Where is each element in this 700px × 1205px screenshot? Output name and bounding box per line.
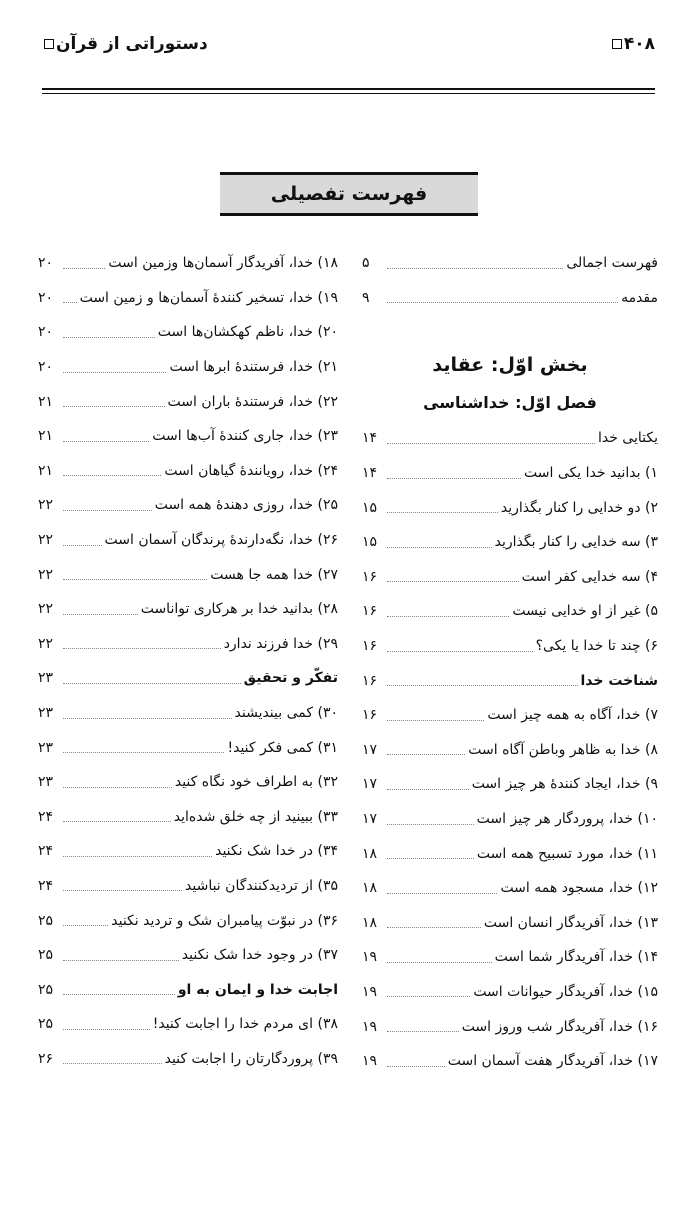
toc-entry <box>38 765 338 800</box>
entry-page: ۲۲ <box>38 566 54 583</box>
entry-page: ۱۷ <box>362 776 378 793</box>
dot-leader <box>63 441 149 442</box>
header-rule-thin <box>42 93 655 94</box>
entry-page: ۲۳ <box>38 774 54 791</box>
entry-page: ۲۲ <box>38 635 54 652</box>
toc-entry <box>362 733 658 768</box>
toc-entry <box>38 1007 338 1042</box>
page-number: ۴۰۸ <box>610 34 655 54</box>
part-heading: بخش اوّل: عقاید <box>432 354 588 377</box>
toc-entry <box>362 767 658 802</box>
entry-title: ۲۳) خدا، جاری کنندهٔ آب‌ها است <box>152 428 338 445</box>
entry-title: ۱۶) خدا، آفریدگار شب وروز است <box>461 1018 658 1035</box>
toc-entry <box>38 696 338 731</box>
toc-entry <box>362 456 658 491</box>
toc-right-column <box>362 246 658 1078</box>
dot-leader <box>63 683 241 684</box>
toc-entry <box>362 802 658 837</box>
toc-entry <box>362 560 658 595</box>
entry-page: ۱۸ <box>362 914 378 931</box>
entry-title: فهرست اجمالی <box>566 255 658 272</box>
entry-title: ۲۱) خدا، فرستندهٔ ابرها است <box>169 359 338 376</box>
entry-page: ۲۵ <box>38 947 54 964</box>
dot-leader <box>63 994 175 995</box>
dot-leader <box>63 302 77 303</box>
entry-title: مقدمه <box>621 289 658 306</box>
toc-entry <box>362 629 658 664</box>
entry-page: ۲۱ <box>38 428 54 445</box>
dot-leader <box>387 616 509 617</box>
entry-title: ۳۵) از تردیدکنندگان نباشید <box>185 877 338 894</box>
entry-page: ۱۸ <box>362 845 378 862</box>
square-ornament-icon <box>612 39 622 49</box>
entry-title: ۳۹) پروردگارتان را اجابت کنید <box>164 1050 338 1067</box>
dot-leader <box>63 337 155 338</box>
toc-entry <box>362 975 658 1010</box>
entry-title: ۸) خدا به ظاهر وباطن آگاه است <box>468 741 658 758</box>
entry-page: ۲۳ <box>38 705 54 722</box>
toc-entry <box>38 350 338 385</box>
toc-entry <box>38 557 338 592</box>
entry-page: ۲۱ <box>38 393 54 410</box>
entry-page: ۲۲ <box>38 532 54 549</box>
entry-title: ۱۵) خدا، آفریدگار حیوانات است <box>473 983 658 1000</box>
entry-title: شناخت خدا <box>580 672 658 689</box>
entry-page: ۲۰ <box>38 255 54 272</box>
toc-entry <box>38 627 338 662</box>
entry-page: ۱۹ <box>362 983 378 1000</box>
dot-leader <box>387 268 563 269</box>
dot-leader <box>63 579 207 580</box>
entry-page: ۱۵ <box>362 499 378 516</box>
entry-title: ۳۷) در وجود خدا شک نکنید <box>181 947 338 964</box>
entry-page: ۱۹ <box>362 1053 378 1070</box>
toc-entry <box>362 940 658 975</box>
toc-entry <box>38 246 338 281</box>
dot-leader <box>63 821 171 822</box>
entry-title: ۲۴) خدا، رویانندهٔ گیاهان است <box>164 462 338 479</box>
entry-page: ۱۸ <box>362 880 378 897</box>
toc-entry <box>362 1009 658 1044</box>
dot-leader <box>63 787 172 788</box>
toc-section-entry <box>362 663 658 698</box>
dot-leader <box>63 268 105 269</box>
entry-page: ۲۲ <box>38 601 54 618</box>
dot-leader <box>387 443 595 444</box>
entry-title: ۳۳) ببینید از چه خلق شده‌اید <box>173 808 338 825</box>
entry-page: ۱۶ <box>362 672 378 689</box>
dot-leader <box>387 962 492 963</box>
dot-leader <box>63 475 161 476</box>
dot-leader <box>387 651 533 652</box>
entry-title: ۲) دو خدایی را کنار بگذارید <box>500 499 658 516</box>
toc-entry <box>38 523 338 558</box>
toc-entry <box>362 698 658 733</box>
toc-left-column <box>38 246 338 1076</box>
toc-entry <box>362 246 658 281</box>
toc-entry <box>38 419 338 454</box>
entry-page: ۹ <box>362 289 370 306</box>
running-header <box>42 34 655 62</box>
dot-leader <box>63 856 212 857</box>
entry-page: ۱۷ <box>362 811 378 828</box>
entry-title: ۶) چند تا خدا یا یکی؟ <box>535 638 658 655</box>
entry-title: ۴) سه خدایی کفر است <box>521 568 658 585</box>
entry-title: ۱۴) خدا، آفریدگار شما است <box>494 949 658 966</box>
entry-title: ۳۲) به اطراف خود نگاه کنید <box>174 774 338 791</box>
toc-entry <box>38 1042 338 1077</box>
entry-page: ۲۴ <box>38 877 54 894</box>
toc-entry <box>362 281 658 316</box>
dot-leader <box>63 510 152 511</box>
dot-leader <box>387 581 519 582</box>
entry-title: ۷) خدا، آگاه به همه چیز است <box>487 707 658 724</box>
dot-leader <box>387 893 497 894</box>
entry-title: ۲۸) بدانید خدا بر هرکاری تواناست <box>140 601 338 618</box>
entry-page: ۲۰ <box>38 289 54 306</box>
entry-title: ۱۳) خدا، آفریدگار انسان است <box>483 914 658 931</box>
entry-page: ۲۵ <box>38 1016 54 1033</box>
toc-entry <box>38 454 338 489</box>
toc-entry <box>38 592 338 627</box>
dot-leader <box>63 890 182 891</box>
square-ornament-icon <box>44 39 54 49</box>
dot-leader <box>63 1063 162 1064</box>
entry-page: ۱۵ <box>362 534 378 551</box>
dot-leader <box>387 302 618 303</box>
entry-title: ۱) بدانید خدا یکی است <box>524 465 658 482</box>
toc-entry <box>362 490 658 525</box>
toc-entry <box>38 834 338 869</box>
entry-page: ۲۲ <box>38 497 54 514</box>
dot-leader <box>387 927 481 928</box>
entry-title: ۵) غیر از او خدایی نیست <box>512 603 658 620</box>
toc-entry <box>38 903 338 938</box>
entry-page: ۱۶ <box>362 638 378 655</box>
entry-title: ۳۴) در خدا شک نکنید <box>215 843 338 860</box>
dot-leader <box>387 547 492 548</box>
dot-leader <box>387 824 474 825</box>
entry-title: ۲۲) خدا، فرستندهٔ باران است <box>167 393 338 410</box>
entry-title: ۱۰) خدا، پروردگار هر چیز است <box>476 811 658 828</box>
toc-entry <box>362 906 658 941</box>
toc-entry <box>362 836 658 871</box>
entry-title: ۲۹) خدا فرزند ندارد <box>223 635 338 652</box>
entry-page: ۲۶ <box>38 1050 54 1067</box>
entry-page: ۲۴ <box>38 808 54 825</box>
entry-page: ۱۹ <box>362 1018 378 1035</box>
entry-title: ۳۱) کمی فکر کنید! <box>227 739 338 756</box>
dot-leader <box>387 996 470 997</box>
dot-leader <box>63 718 232 719</box>
dot-leader <box>387 1031 459 1032</box>
entry-page: ۲۵ <box>38 981 54 998</box>
entry-title: ۱۲) خدا، مسجود همه است <box>500 880 658 897</box>
entry-title: یکتایی خدا <box>597 430 658 447</box>
entry-title: ۲۵) خدا، روزی دهندهٔ همه است <box>154 497 338 514</box>
chapter-heading: فصل اوّل: خداشناسی <box>423 393 597 413</box>
toc-entry <box>362 871 658 906</box>
entry-page: ۱۶ <box>362 707 378 724</box>
entry-title: ۳) سه خدایی را کنار بگذارید <box>494 534 658 551</box>
toc-entry <box>38 730 338 765</box>
dot-leader <box>63 372 166 373</box>
dot-leader <box>387 512 498 513</box>
entry-title: ۱۹) خدا، تسخیر کنندهٔ آسمان‌ها و زمین است <box>79 289 338 306</box>
entry-page: ۱۷ <box>362 741 378 758</box>
toc-entry <box>38 869 338 904</box>
dot-leader <box>63 752 224 753</box>
header-rule <box>42 88 655 90</box>
toc-entry <box>362 421 658 456</box>
toc-entry <box>38 315 338 350</box>
toc-section-entry <box>38 972 338 1007</box>
toc-entry <box>38 938 338 973</box>
dot-leader <box>387 685 578 686</box>
entry-page: ۲۴ <box>38 843 54 860</box>
dot-leader <box>63 406 165 407</box>
toc-entry <box>362 1044 658 1079</box>
dot-leader <box>63 648 221 649</box>
entry-title: ۱۱) خدا، مورد تسبیح همه است <box>476 845 658 862</box>
entry-title: ۲۶) خدا، نگه‌دارندهٔ پرندگان آسمان است <box>104 532 338 549</box>
toc-entry <box>38 281 338 316</box>
entry-page: ۱۴ <box>362 430 378 447</box>
dot-leader <box>387 754 465 755</box>
entry-page: ۲۰ <box>38 324 54 341</box>
entry-page: ۵ <box>362 255 370 272</box>
toc-entry <box>38 488 338 523</box>
entry-page: ۲۵ <box>38 912 54 929</box>
entry-title: ۳۸) ای مردم خدا را اجابت کنید! <box>152 1016 338 1033</box>
entry-page: ۱۶ <box>362 568 378 585</box>
dot-leader <box>63 960 179 961</box>
toc-section-entry <box>38 661 338 696</box>
entry-title: ۱۸) خدا، آفریدگار آسمان‌ها وزمین است <box>108 255 338 272</box>
entry-page: ۲۰ <box>38 359 54 376</box>
entry-page: ۲۳ <box>38 739 54 756</box>
dot-leader <box>63 1029 150 1030</box>
entry-title: تفکّر و تحقیق <box>243 670 338 687</box>
dot-leader <box>63 614 138 615</box>
dot-leader <box>387 720 484 721</box>
book-title: دستوراتی از قرآن <box>42 34 208 54</box>
toc-entry <box>38 800 338 835</box>
entry-title: اجابت خدا و ایمان به او <box>177 981 338 998</box>
entry-title: ۲۷) خدا همه جا هست <box>210 566 338 583</box>
entry-page: ۲۳ <box>38 670 54 687</box>
toc-entry <box>38 384 338 419</box>
entry-page: ۱۹ <box>362 949 378 966</box>
dot-leader <box>387 478 521 479</box>
entry-page: ۱۶ <box>362 603 378 620</box>
dot-leader <box>387 1066 445 1067</box>
entry-page: ۱۴ <box>362 465 378 482</box>
entry-title: ۳۶) در نبوّت پیامبران شک و تردید نکنید <box>111 912 338 929</box>
toc-entry <box>362 594 658 629</box>
entry-title: ۹) خدا، ایجاد کنندهٔ هر چیز است <box>471 776 658 793</box>
dot-leader <box>387 789 469 790</box>
dot-leader <box>387 858 474 859</box>
page-title: فهرست تفصیلی <box>220 172 478 216</box>
entry-title: ۳۰) کمی بیندیشند <box>234 705 338 722</box>
toc-entry <box>362 525 658 560</box>
entry-title: ۲۰) خدا، ناظم کهکشان‌ها است <box>157 324 338 341</box>
entry-page: ۲۱ <box>38 462 54 479</box>
entry-title: ۱۷) خدا، آفریدگار هفت آسمان است <box>447 1053 658 1070</box>
dot-leader <box>63 925 108 926</box>
dot-leader <box>63 545 102 546</box>
